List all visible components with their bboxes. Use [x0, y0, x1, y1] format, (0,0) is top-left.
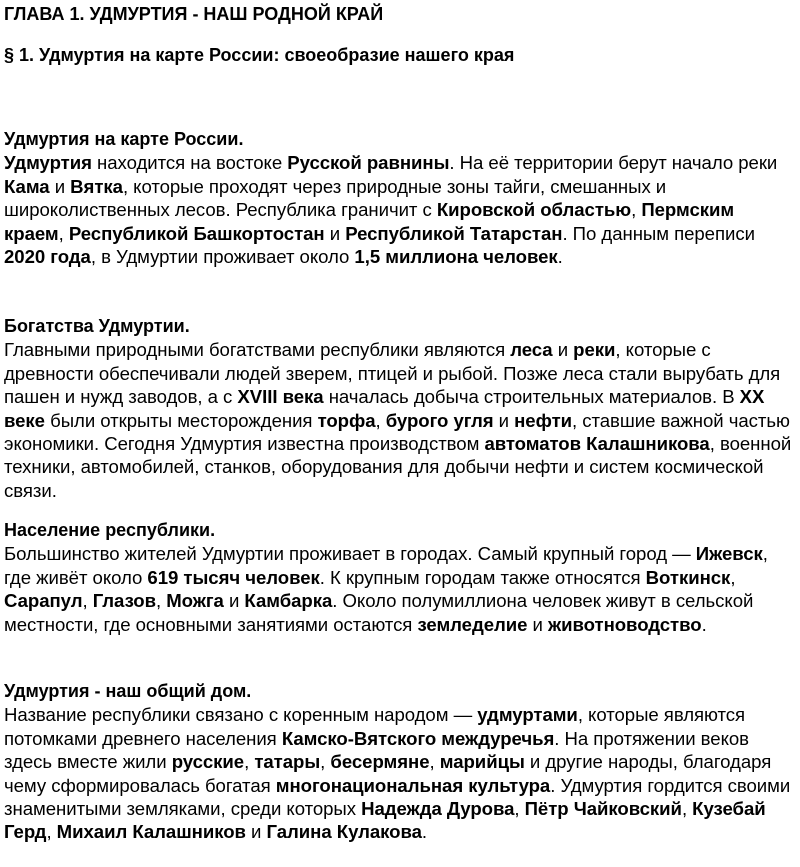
- text-run: и: [493, 409, 515, 431]
- bold-term: Ижевск: [695, 543, 763, 565]
- text-run: ,: [58, 222, 69, 244]
- text-run: , ставшие важной частью экономики. Сегодня Удмуртия известна производством: [4, 409, 790, 455]
- bold-term: татары: [254, 751, 321, 773]
- text-run: , которые проходят через природные зоны тайги, смешанных и широколиственных лесов. Республика граничит с: [4, 175, 667, 221]
- bold-term: Русской равнины: [287, 152, 450, 174]
- bold-term: Надежда Дурова: [361, 798, 515, 820]
- text-run: . К крупным городам также относятся: [319, 566, 646, 588]
- bold-term: Кузебай Герд: [4, 798, 766, 843]
- text-run: Большинство жителей Удмуртии проживает в городах. Самый крупный город —: [4, 543, 696, 565]
- bold-term: Михаил Калашников: [56, 821, 246, 843]
- bold-term: удмуртами: [477, 704, 578, 726]
- text-run: .: [557, 246, 563, 268]
- text-run: , которые являются потомками древнего населения: [4, 704, 746, 749]
- section-population: [4, 519, 796, 636]
- text-run: , где живёт около: [4, 543, 768, 588]
- bold-term: Удмуртия: [4, 152, 92, 174]
- section-heading: Удмуртия - наш общий дом.: [4, 681, 252, 701]
- text-run: и: [223, 590, 245, 612]
- text-run: .: [421, 821, 428, 843]
- bold-term: Республикой Татарстан: [345, 222, 563, 244]
- bold-term: XVIII века: [237, 386, 324, 408]
- bold-term: Сарапул: [4, 590, 83, 612]
- text-run: ,: [681, 798, 693, 820]
- bold-term: марийцы: [439, 751, 525, 773]
- section-body: [4, 703, 796, 843]
- text-run: ,: [82, 590, 93, 612]
- text-run: ,: [155, 590, 167, 612]
- text-run: и: [245, 821, 267, 843]
- text-run: . Удмуртия гордится своими знаменитыми земляками, среди которых: [4, 774, 791, 820]
- bold-term: Галина Кулакова: [266, 821, 422, 843]
- bold-term: Можга: [166, 590, 224, 612]
- paragraph-title: § 1. Удмуртия на карте России: своеобразие нашего края: [4, 45, 515, 65]
- text-run: . Около полумиллиона человек живут в сельской местности, где основными занятиями остаются: [4, 590, 754, 635]
- bold-term: Кировской областью: [436, 199, 632, 221]
- bold-term: Воткинск: [645, 566, 731, 588]
- bold-term: Пётр Чайковский: [524, 798, 682, 820]
- bold-term: 619 тысяч человек: [147, 566, 320, 588]
- bold-term: бурого угля: [385, 409, 494, 431]
- text-run: , в Удмуртии проживает около: [90, 246, 355, 268]
- section-heading: Население республики.: [4, 520, 216, 540]
- text-run: ,: [429, 751, 440, 773]
- section-body: [4, 151, 796, 268]
- bold-term: 1,5 миллиона человек: [354, 246, 558, 268]
- bold-term: Глазов: [92, 590, 156, 612]
- bold-term: Камбарка: [244, 590, 333, 612]
- text-run: ,: [46, 821, 57, 843]
- bold-term: Республикой Башкортостан: [68, 222, 325, 244]
- text-run: Главными природными богатствами республики являются: [4, 339, 511, 361]
- bold-term: реки: [573, 339, 616, 361]
- text-run: ,: [514, 798, 525, 820]
- text-run: находится на востоке: [91, 152, 288, 174]
- text-run: ,: [244, 751, 255, 773]
- section-map: [4, 128, 796, 268]
- text-run: . По данным переписи: [562, 222, 755, 244]
- bold-term: земледелие: [417, 613, 528, 635]
- bold-term: 2020 года: [4, 246, 91, 268]
- section-body: [4, 338, 796, 502]
- text-run: .: [701, 613, 707, 635]
- text-run: и: [527, 613, 549, 635]
- text-run: и: [552, 339, 574, 361]
- bold-term: автоматов Калашникова: [484, 433, 710, 455]
- bold-term: Вятка: [70, 175, 123, 197]
- text-run: началась добыча строительных материалов. В: [323, 386, 740, 408]
- bold-term: Пермским краем: [4, 199, 735, 244]
- text-run: ,: [730, 566, 736, 588]
- bold-term: бесермяне: [330, 751, 430, 773]
- text-run: . На её территории берут начало реки: [449, 152, 778, 174]
- section-body: [4, 542, 796, 636]
- text-run: Название республики связано с коренным народом —: [4, 704, 478, 726]
- text-run: были открыты месторождения: [44, 409, 318, 431]
- bold-term: Камско-Вятского междуречья: [281, 727, 555, 749]
- text-run: и другие народы, благодаря чему сформировалась богатая: [4, 751, 772, 796]
- text-run: и: [49, 175, 71, 197]
- text-run: . На протяжении веков здесь вместе жили: [4, 727, 749, 773]
- section-heading: Богатства Удмуртии.: [4, 316, 190, 336]
- chapter-title: ГЛАВА 1. УДМУРТИЯ - НАШ РОДНОЙ КРАЙ: [4, 4, 384, 24]
- bold-term: русские: [171, 751, 245, 773]
- text-run: ,: [375, 409, 386, 431]
- bold-term: нефти: [514, 409, 573, 431]
- text-run: и: [324, 222, 346, 244]
- bold-term: XX веке: [4, 386, 765, 431]
- text-run: ,: [320, 751, 331, 773]
- text-run: ,: [631, 199, 642, 221]
- bold-term: леса: [510, 339, 553, 361]
- text-run: , военной техники, автомобилей, станков, оборудования для добычи нефти и систем космической связи.: [4, 433, 792, 501]
- bold-term: животноводство: [548, 613, 702, 635]
- text-run: , которые с древности обеспечивали людей зверем, птицей и рыбой. Позже леса стали вырубать для пашен и нужд заводов, а с: [4, 339, 781, 408]
- section-common-home: [4, 680, 796, 844]
- bold-term: торфа: [317, 409, 376, 431]
- section-heading: Удмуртия на карте России.: [4, 129, 244, 149]
- bold-term: многонациональная культура: [275, 774, 551, 796]
- bold-term: Кама: [4, 175, 50, 197]
- section-resources: [4, 315, 796, 502]
